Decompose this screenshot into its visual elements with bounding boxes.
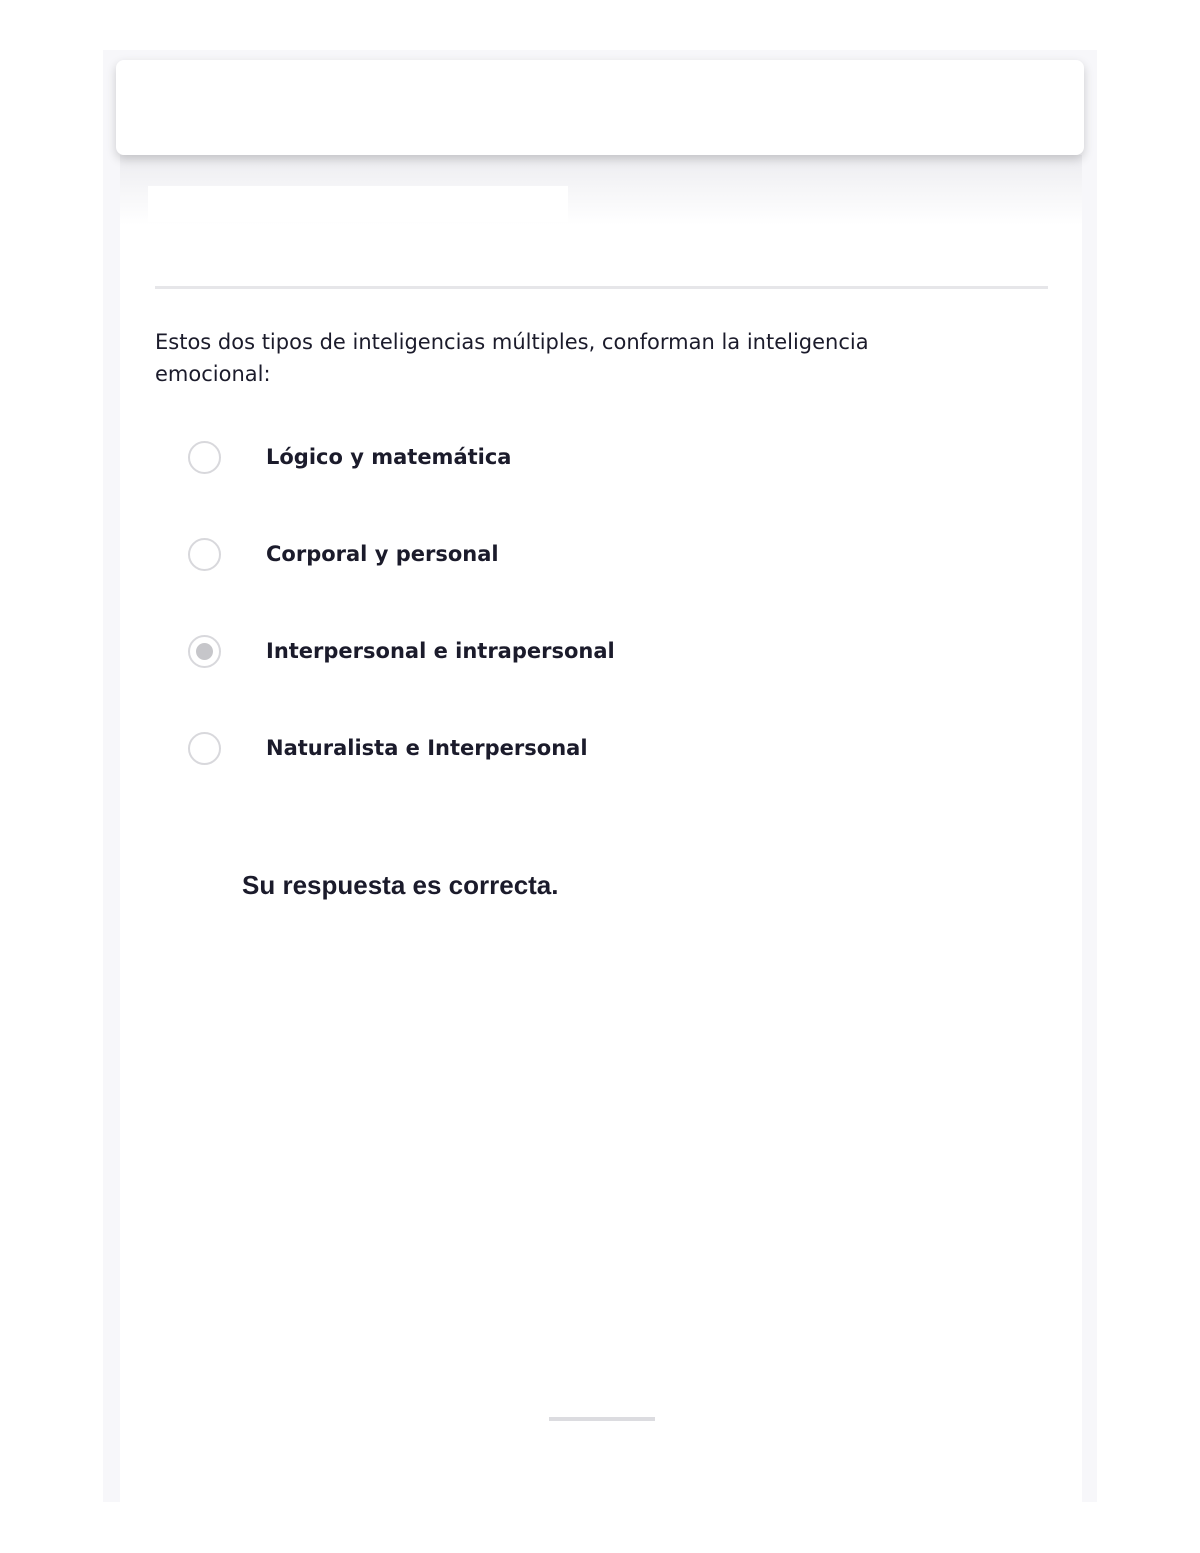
radio-button-selected[interactable] xyxy=(188,635,221,668)
option-interpersonal-intrapersonal[interactable] xyxy=(188,632,615,670)
option-label: Interpersonal e intrapersonal xyxy=(266,639,615,663)
option-logico-matematica[interactable] xyxy=(188,438,511,476)
question-text: Estos dos tipos de inteligencias múltiples, conforman la inteligencia emocional: xyxy=(155,330,869,386)
divider xyxy=(155,286,1048,289)
feedback-message: Su respuesta es correcta. xyxy=(242,870,559,900)
radio-button[interactable] xyxy=(188,732,221,765)
radio-button[interactable] xyxy=(188,538,221,571)
header-cut-text xyxy=(154,50,284,60)
header-card xyxy=(116,60,1084,155)
radio-button[interactable] xyxy=(188,441,221,474)
option-corporal-personal[interactable] xyxy=(188,535,499,573)
option-label: Naturalista e Interpersonal xyxy=(266,736,588,760)
option-naturalista-interpersonal[interactable] xyxy=(188,729,588,767)
header-title-placeholder xyxy=(148,186,568,222)
option-label: Lógico y matemática xyxy=(266,445,512,469)
scroll-indicator xyxy=(549,1417,655,1421)
option-label: Corporal y personal xyxy=(266,542,499,566)
